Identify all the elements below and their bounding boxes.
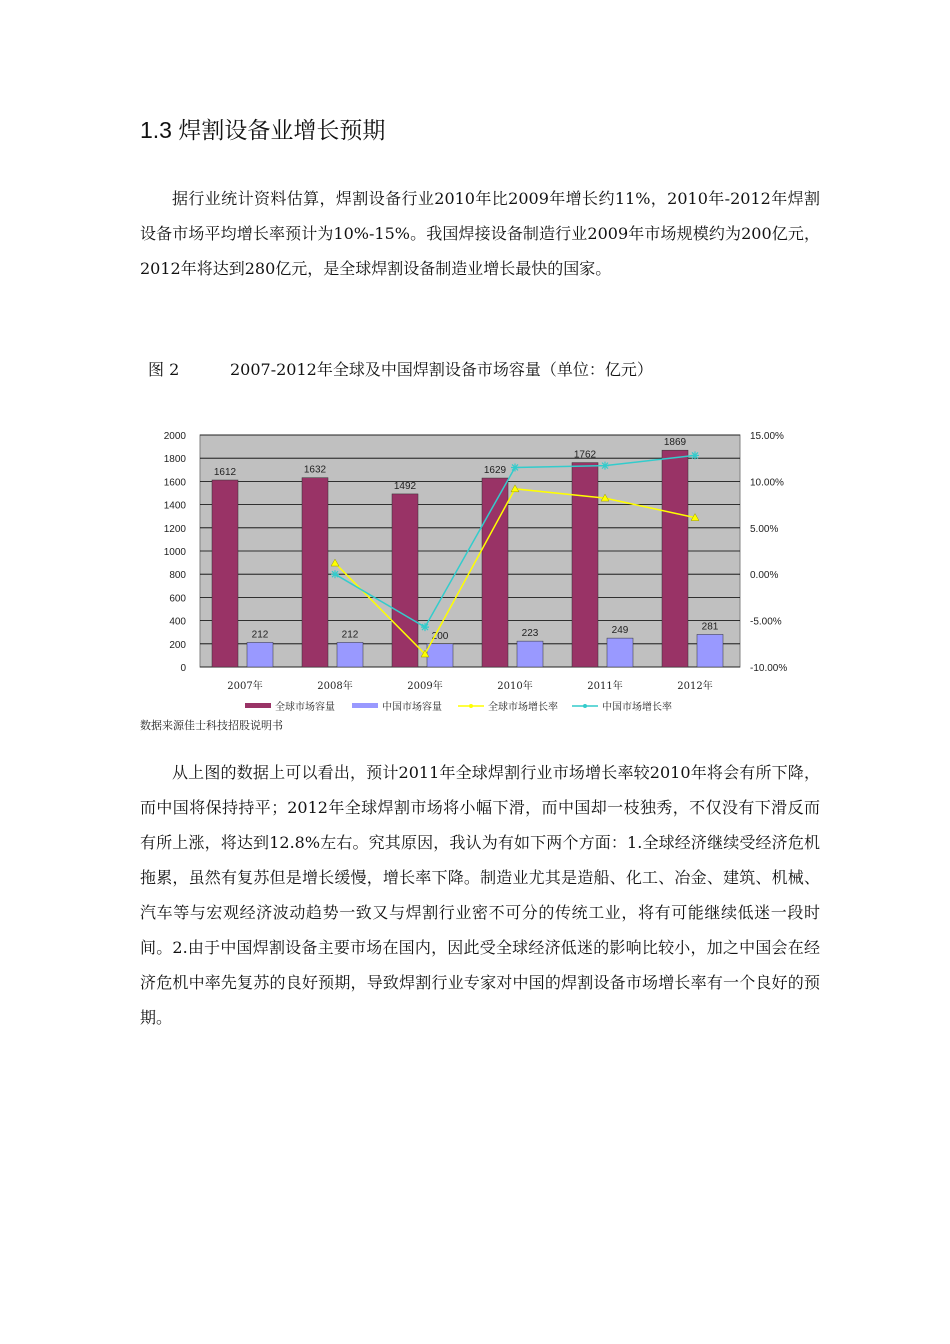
line-point-china-growth [691,451,699,459]
y-left-tick-label: 1200 [163,523,186,535]
y-right-tick-label: -10.00% [750,663,788,674]
y-left-tick-label: 800 [169,570,186,582]
y-left-tick-label: 0 [180,663,186,674]
figure-title: 2007-2012年全球及中国焊割设备市场容量（单位：亿元） [230,360,653,379]
bar-data-label: 1629 [483,465,507,477]
y-left-tick-label: 600 [169,593,186,605]
bar-global [572,463,598,667]
y-left-tick-label: 200 [169,639,186,651]
bar-china [697,634,723,667]
legend-label: 中国市场容量 [382,702,442,713]
bar-global [392,494,418,667]
data-source-note: 数据来源佳士科技招股说明书 [140,719,283,732]
bar-data-label: 1869 [663,437,687,449]
line-point-china-growth [511,463,519,471]
bar-data-label: 200 [431,630,449,642]
bar-china [427,644,453,667]
y-left-tick-label: 1000 [163,547,186,558]
figure-label: 图 2 [148,360,180,379]
section-heading: 1.3 焊割设备业增长预期 [140,117,386,143]
bar-data-label: 281 [701,621,719,633]
line-point-china-growth [421,623,429,631]
y-right-tick-label: 10.00% [750,477,784,489]
line-point-china-growth [601,462,609,470]
bar-china [247,642,273,667]
intro-paragraph: 据行业统计资料估算，焊割设备行业2010年比2009年增长约11%，2010年-2012年焊割设备市场平均增长率预计为10%-15%。我国焊接设备制造行业2009年市场规模约为200亿元，2012年将达到280亿元，是全球焊割设备制造业增长最快的国家。 [140,189,820,278]
x-tick-label: 2009年 [407,681,443,692]
legend-label: 中国市场增长率 [602,702,672,713]
bar-data-label: 223 [521,628,539,640]
x-tick-label: 2008年 [317,681,353,692]
legend-label: 全球市场容量 [275,702,335,713]
bar-china [337,642,363,667]
line-point-china-growth [331,570,339,578]
figure-caption [148,357,653,380]
y-right-tick-label: 0.00% [750,570,779,582]
bar-data-label: 1612 [213,467,237,479]
bar-global [482,478,508,667]
bar-global [212,480,238,667]
x-tick-label: 2012年 [677,681,713,692]
legend-marker [583,704,587,708]
bar-global [662,450,688,667]
legend-swatch [352,703,378,708]
legend-label: 全球市场增长率 [488,702,558,713]
y-left-tick-label: 1800 [163,454,186,466]
y-left-tick-label: 1400 [163,500,186,512]
y-right-tick-label: -5.00% [750,616,782,628]
legend-swatch [245,703,271,708]
bar-data-label: 249 [611,625,629,637]
y-left-tick-label: 1600 [163,477,186,489]
market-chart [140,420,788,720]
bar-data-label: 1762 [573,449,597,461]
y-left-tick-label: 2000 [163,431,186,442]
bar-global [302,478,328,667]
x-tick-label: 2011年 [587,681,623,692]
analysis-paragraph: 从上图的数据上可以看出，预计2011年全球焊割行业市场增长率较2010年将会有所下降，而中国将保持持平；2012年全球焊割市场将小幅下滑，而中国却一枝独秀，不仅没有下滑反而有所上涨，将达到12.8%左右。究其原因，我认为有如下两个方面：1.全球经济继续受经济危机拖累，虽然有复苏但是增长缓慢，增长率下降。制造业尤其是造船、化工、冶金、建筑、机械、汽车等与宏观经济波动趋势一致又与焊割行业密不可分的传统工业，将有可能继续低迷一段时间。2.由于中国焊割设备主要市场在国内，因此受全球经济低迷的影响比较小，加之中国会在经济危机中率先复苏的良好预期，导致焊割行业专家对中国的焊割设备市场增长率有一个良好的预期。 [140,763,820,1027]
bar-data-label: 1492 [393,480,417,492]
y-left-tick-label: 400 [169,616,186,628]
bar-china [607,638,633,667]
y-right-tick-label: 5.00% [750,523,779,535]
bar-data-label: 1632 [303,464,327,476]
legend-marker [469,704,473,708]
bar-china [517,641,543,667]
bar-data-label: 212 [341,629,359,641]
bar-data-label: 212 [251,629,269,641]
x-tick-label: 2010年 [497,681,533,692]
x-tick-label: 2007年 [227,681,263,692]
y-right-tick-label: 15.00% [750,431,784,442]
